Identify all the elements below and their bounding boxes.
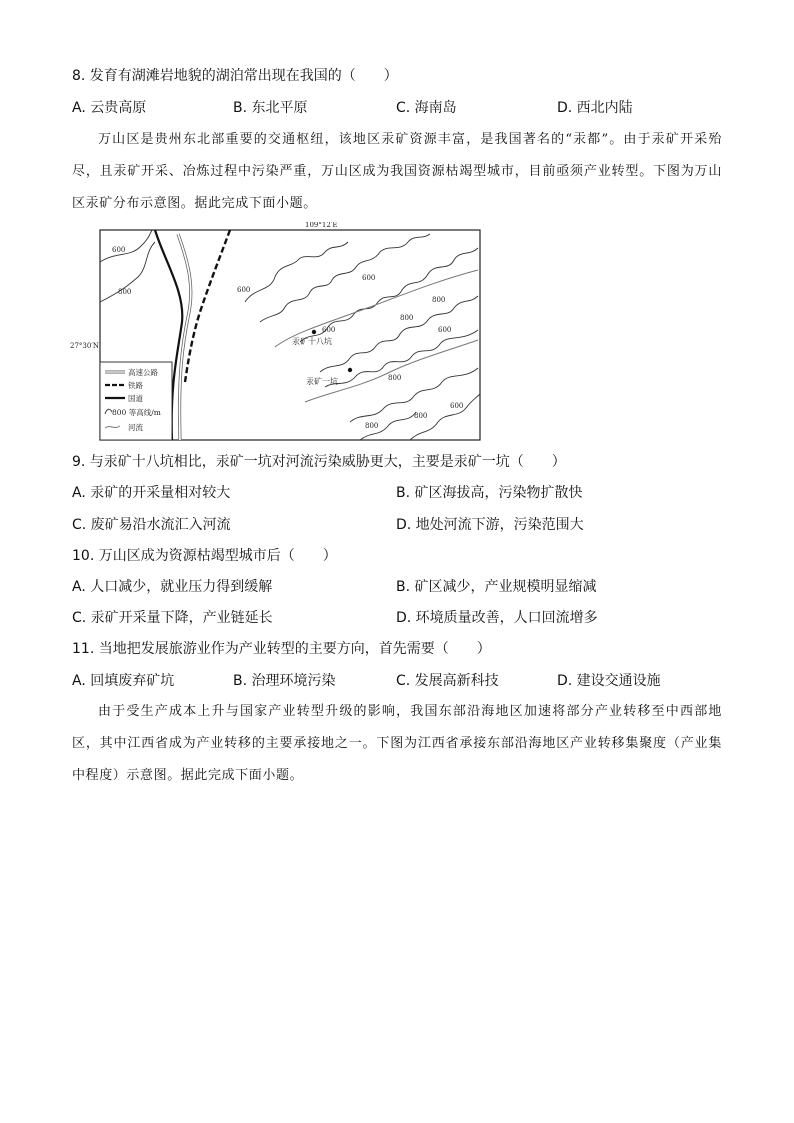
mine-1-label: 汞矿一坑 bbox=[306, 377, 338, 386]
q8-option-b: B. 东北平原 bbox=[233, 100, 308, 116]
mine-1-marker bbox=[348, 368, 352, 372]
mine-18-label: 汞矿十八坑 bbox=[292, 337, 332, 346]
contour-label: 800 bbox=[432, 296, 446, 304]
passage-wanshan: 万山区是贵州东北部重要的交通枢纽，该地区汞矿资源丰富，是我国著名的“汞都”。由于汞矿开采殆尽，且汞矿开采、冶炼过程中污染严重，万山区成为我国资源枯竭型城市，目前亟须产业转型。下图为万山区汞矿分布示意图。据此完成下面小题。 bbox=[72, 132, 722, 211]
q8-option-a: A. 云贵高原 bbox=[72, 100, 147, 116]
q9-option-a: A. 汞矿的开采量相对较大 bbox=[72, 485, 231, 501]
q11-option-a: A. 回填废弃矿坑 bbox=[72, 673, 175, 689]
question-10-stem: 10. 万山区成为资源枯竭型城市后（ ） bbox=[72, 548, 337, 564]
q10-option-b: B. 矿区减少，产业规模明显缩减 bbox=[396, 579, 597, 595]
q10-option-d: D. 环境质量改善，人口回流增多 bbox=[396, 610, 598, 626]
contour-label: 600 bbox=[438, 326, 452, 334]
question-11-stem: 11. 当地把发展旅游业作为产业转型的主要方向，首先需要（ ） bbox=[72, 641, 491, 657]
q11-option-c: C. 发展高新科技 bbox=[396, 673, 499, 689]
q9-option-d: D. 地处河流下游，污染范围大 bbox=[396, 517, 584, 533]
map-longitude-label: 109°12′E bbox=[305, 222, 338, 229]
mine-18-marker bbox=[312, 330, 316, 334]
question-9-stem: 9. 与汞矿十八坑相比，汞矿一坑对河流污染威胁更大，主要是汞矿一坑（ ） bbox=[72, 454, 566, 470]
legend-national-road: 国道 bbox=[128, 394, 143, 403]
map-latitude-label: 27°30′N bbox=[70, 342, 100, 350]
contour-label: 800 bbox=[400, 314, 414, 322]
q10-option-c: C. 汞矿开采量下降，产业链延长 bbox=[72, 610, 273, 626]
contour-label: 600 bbox=[362, 274, 376, 282]
q8-option-d: D. 西北内陆 bbox=[557, 100, 633, 116]
q11-option-d: D. 建设交通设施 bbox=[557, 673, 661, 689]
mercury-mine-map bbox=[70, 222, 482, 444]
contour-label: 600 bbox=[322, 326, 336, 334]
legend-expressway: 高速公路 bbox=[128, 368, 158, 377]
passage-jiangxi: 由于受生产成本上升与国家产业转型升级的影响，我国东部沿海地区加速将部分产业转移至中西部地区，其中江西省成为产业转移的主要承接地之一。下图为江西省承接东部沿海地区产业转移集聚度（产业集中程度）示意图。据此完成下面小题。 bbox=[72, 704, 722, 783]
legend-contour: 800 等高线/m bbox=[112, 408, 161, 417]
contour-label: 600 bbox=[237, 286, 251, 294]
contour-label: 800 bbox=[365, 422, 379, 430]
q9-option-b: B. 矿区海拔高，污染物扩散快 bbox=[396, 485, 583, 501]
contour-label: 800 bbox=[388, 374, 402, 382]
q8-option-c: C. 海南岛 bbox=[396, 100, 457, 116]
q11-option-b: B. 治理环境污染 bbox=[233, 673, 336, 689]
legend-railway: 铁路 bbox=[128, 381, 143, 390]
contour-label: 800 bbox=[414, 412, 428, 420]
q9-option-c: C. 废矿易沿水流汇入河流 bbox=[72, 517, 231, 533]
contour-label: 800 bbox=[118, 288, 132, 296]
question-8-stem: 8. 发育有湖滩岩地貌的湖泊常出现在我国的（ ） bbox=[72, 68, 398, 84]
legend-river: 河流 bbox=[128, 423, 143, 432]
contour-label: 600 bbox=[112, 246, 126, 254]
contour-label: 600 bbox=[450, 402, 464, 410]
q10-option-a: A. 人口减少，就业压力得到缓解 bbox=[72, 579, 273, 595]
